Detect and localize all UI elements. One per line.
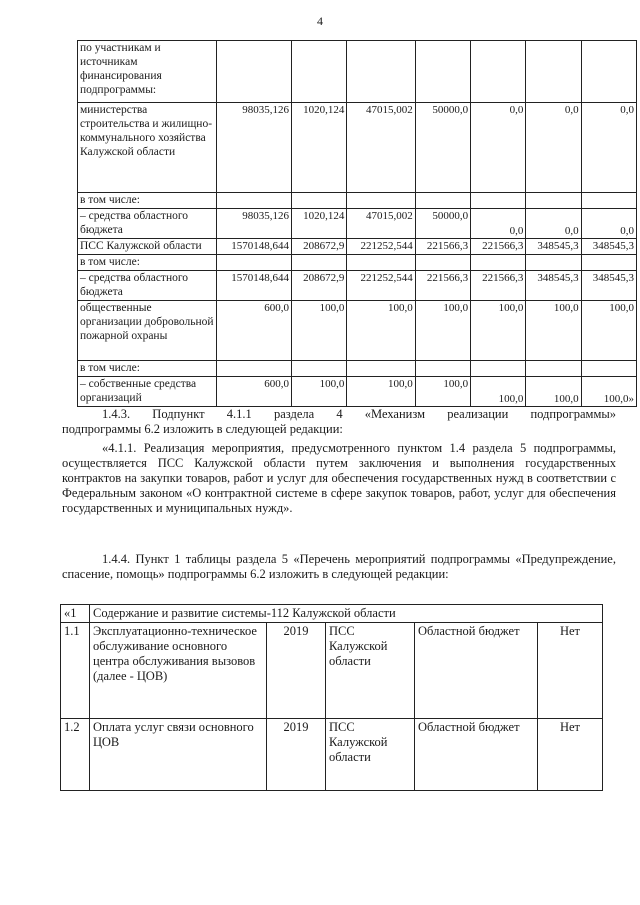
financing-value-cell: 100,0	[471, 301, 526, 361]
financing-row-label: в том числе:	[78, 361, 217, 377]
financing-value-cell: 221566,3	[471, 271, 526, 301]
financing-value-cell: 221566,3	[415, 239, 470, 255]
financing-row	[78, 377, 637, 407]
financing-value-cell	[581, 193, 636, 209]
activities-header-num: «1	[61, 605, 90, 623]
financing-value-cell	[347, 193, 415, 209]
financing-value-cell: 100,0	[471, 377, 526, 407]
paragraph-4-1-1	[62, 441, 616, 516]
financing-value-cell: 1570148,644	[217, 271, 292, 301]
activity-num: 1.1	[61, 623, 90, 719]
paragraph-1-4-4	[62, 552, 616, 582]
financing-row	[78, 103, 637, 193]
financing-row-label: по участникам и источникам финансирования подпрограммы:	[78, 41, 217, 103]
financing-value-cell: 221252,544	[347, 239, 415, 255]
financing-row-label: – средства областного бюджета	[78, 209, 217, 239]
financing-row	[78, 239, 637, 255]
financing-value-cell	[292, 255, 347, 271]
financing-value-cell	[415, 361, 470, 377]
financing-value-cell: 100,0	[347, 377, 415, 407]
financing-value-cell	[471, 41, 526, 103]
financing-row-label: в том числе:	[78, 193, 217, 209]
financing-value-cell: 100,0	[347, 301, 415, 361]
financing-value-cell: 100,0	[581, 301, 636, 361]
financing-value-cell: 221566,3	[471, 239, 526, 255]
financing-value-cell	[415, 41, 470, 103]
financing-value-cell	[526, 361, 581, 377]
financing-value-cell: 50000,0	[415, 103, 470, 193]
financing-row	[78, 41, 637, 103]
financing-value-cell: 0,0	[526, 103, 581, 193]
financing-value-cell	[471, 255, 526, 271]
activity-amount: Нет	[538, 719, 603, 791]
financing-value-cell: 100,0	[292, 301, 347, 361]
activities-table	[60, 604, 603, 791]
financing-value-cell	[347, 361, 415, 377]
financing-value-cell: 100,0	[415, 301, 470, 361]
financing-value-cell: 1570148,644	[217, 239, 292, 255]
financing-value-cell	[581, 255, 636, 271]
financing-value-cell: 0,0	[581, 103, 636, 193]
financing-value-cell: 600,0	[217, 377, 292, 407]
activity-executor: ПСС Калужской области	[326, 623, 415, 719]
financing-value-cell	[471, 361, 526, 377]
financing-value-cell: 600,0	[217, 301, 292, 361]
activity-num: 1.2	[61, 719, 90, 791]
financing-value-cell	[526, 255, 581, 271]
financing-row-label: в том числе:	[78, 255, 217, 271]
financing-value-cell: 208672,9	[292, 239, 347, 255]
financing-value-cell: 100,0	[526, 301, 581, 361]
financing-value-cell	[292, 193, 347, 209]
activity-row	[61, 623, 603, 719]
financing-row-label: министерства строительства и жилищно-коммунального хозяйства Калужской области	[78, 103, 217, 193]
paragraph-1-4-3-line1	[62, 407, 616, 422]
financing-value-cell: 208672,9	[292, 271, 347, 301]
financing-value-cell	[347, 255, 415, 271]
activity-year: 2019	[267, 719, 326, 791]
financing-value-cell: 221566,3	[415, 271, 470, 301]
financing-value-cell	[292, 361, 347, 377]
financing-value-cell	[581, 361, 636, 377]
financing-value-cell	[217, 361, 292, 377]
activities-header-row	[61, 605, 603, 623]
financing-value-cell: 47015,002	[347, 209, 415, 239]
financing-row	[78, 209, 637, 239]
financing-value-cell	[526, 193, 581, 209]
financing-row	[78, 301, 637, 361]
financing-row	[78, 255, 637, 271]
activity-source: Областной бюджет	[415, 719, 538, 791]
financing-row-label: общественные организации добровольной пожарной охраны	[78, 301, 217, 361]
financing-value-cell: 0,0	[471, 209, 526, 239]
page-number: 4	[317, 14, 323, 28]
financing-value-cell: 47015,002	[347, 103, 415, 193]
activity-executor: ПСС Калужской области	[326, 719, 415, 791]
financing-value-cell: 100,0	[292, 377, 347, 407]
financing-value-cell	[415, 255, 470, 271]
financing-row-label: – средства областного бюджета	[78, 271, 217, 301]
financing-value-cell	[292, 41, 347, 103]
financing-value-cell: 0,0	[526, 209, 581, 239]
paragraph-1-4-4-text: 1.4.4. Пункт 1 таблицы раздела 5 «Перечень мероприятий подпрограммы «Предупреждение, спасение, помощь» подпрограммы 6.2 изложить в следующей редакции:	[62, 552, 616, 581]
activity-name: Оплата услуг связи основного ЦОВ	[90, 719, 267, 791]
financing-value-cell	[217, 193, 292, 209]
financing-value-cell: 348545,3	[526, 239, 581, 255]
activity-name: Эксплуатационно-техническое обслуживание основного центра обслуживания вызовов (далее - ЦОВ)	[90, 623, 267, 719]
financing-value-cell	[526, 41, 581, 103]
activity-row	[61, 719, 603, 791]
financing-row	[78, 361, 637, 377]
financing-row	[78, 193, 637, 209]
financing-value-cell	[217, 255, 292, 271]
financing-row-label: – собственные средства организаций	[78, 377, 217, 407]
financing-value-cell: 100,0	[415, 377, 470, 407]
financing-row	[78, 271, 637, 301]
financing-value-cell	[471, 193, 526, 209]
financing-value-cell: 100,0	[526, 377, 581, 407]
activity-amount: Нет	[538, 623, 603, 719]
financing-value-cell: 348545,3	[581, 271, 636, 301]
financing-value-cell: 1020,124	[292, 209, 347, 239]
financing-value-cell: 98035,126	[217, 103, 292, 193]
paragraph-4-1-1-text: «4.1.1. Реализация мероприятия, предусмотренного пунктом 1.4 раздела 5 подпрограммы, осуществляется ПСС Калужской области путем заключения и выполнения государственных контрактов на закупки товаров, работ и услуг для обеспечения государственных нужд в соответствии с Федеральным законом «О контрактной системе в сфере закупок товаров, работ, услуг для обеспечения государственных и муниципальных нужд».	[62, 441, 616, 515]
financing-value-cell: 50000,0	[415, 209, 470, 239]
financing-value-cell	[217, 41, 292, 103]
financing-row-label: ПСС Калужской области	[78, 239, 217, 255]
activity-source: Областной бюджет	[415, 623, 538, 719]
financing-value-cell: 0,0	[471, 103, 526, 193]
financing-value-cell	[347, 41, 415, 103]
financing-value-cell: 100,0»	[581, 377, 636, 407]
financing-value-cell: 348545,3	[581, 239, 636, 255]
activities-header-title: Содержание и развитие системы-112 Калужской области	[90, 605, 603, 623]
financing-table	[77, 40, 637, 407]
financing-value-cell: 348545,3	[526, 271, 581, 301]
financing-value-cell	[581, 41, 636, 103]
financing-value-cell: 0,0	[581, 209, 636, 239]
financing-value-cell: 98035,126	[217, 209, 292, 239]
paragraph-1-4-3-text: 1.4.3. Подпункт 4.1.1 раздела 4 «Механизм реализации подпрограммы»	[102, 407, 616, 421]
financing-value-cell	[415, 193, 470, 209]
paragraph-1-4-3-line2: подпрограммы 6.2 изложить в следующей редакции:	[62, 422, 343, 436]
activity-year: 2019	[267, 623, 326, 719]
financing-value-cell: 221252,544	[347, 271, 415, 301]
financing-value-cell: 1020,124	[292, 103, 347, 193]
